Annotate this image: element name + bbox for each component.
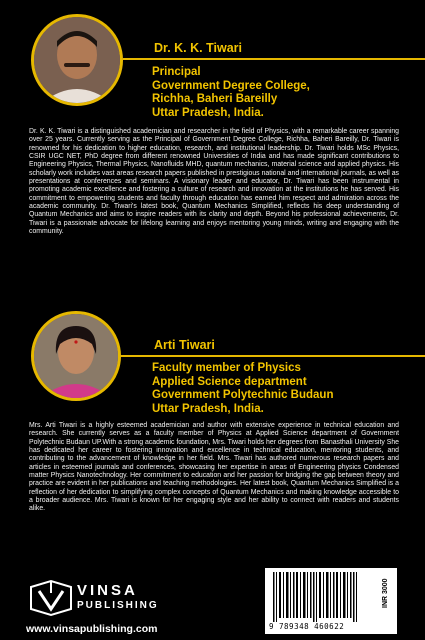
author1-title-line: Principal [152, 66, 201, 78]
author1-title-line: Government Degree College, [152, 79, 310, 92]
publisher-website: www.vinsapublishing.com [26, 623, 158, 635]
author2-divider [121, 355, 425, 357]
author1-title-line: Uttar Pradesh, India. [152, 106, 264, 119]
author1-title-line: Richha, Baheri Bareilly [152, 93, 278, 105]
author2-name: Arti Tiwari [154, 338, 215, 352]
author2-photo [31, 311, 121, 401]
price-label: INR 3000 [382, 578, 389, 608]
author2-bio: Mrs. Arti Tiwari is a highly esteemed academician and author with extensive experience in technical education and research. She currently serves as a faculty member of Physics at Applied Science department of Government Polytechnic Budaun UP.With a strong academic foundation, Mrs. Tiwari holds her degrees from Banasthali University She has dedicated her career to fostering innovation and excellence in technical education, mentoring students, and contributing to the advancement of knowledge in her field. Mrs. Tiwari has authored numerous research papers and articles in esteemed journals and conferences, showcasing her expertise in areas of Engineering physics Condensed matter Physics Nanotechnology. Her commitment to education and her passion for bridging the gap between theory and practice are evident in her publications and teaching methodologies. Her latest book, Quantum Mechanics Simplified is a reflection of her dedication to simplifying complex concepts of Quantum Mechanics and making knowledge accessible to a broader audience. Mrs. Tiwari is known for her engaging style and her ability to connect with readers and students alike. [29, 422, 399, 513]
author1-photo [31, 14, 123, 106]
author1-divider [123, 58, 425, 60]
isbn-number: 9 789348 460622 [269, 622, 345, 631]
author1-name: Dr. K. K. Tiwari [154, 41, 242, 55]
author2-title-line: Uttar Pradesh, India. [152, 402, 264, 415]
author2-titles [152, 362, 333, 416]
publisher-logo-name: VINSA [77, 582, 138, 599]
publisher-logo-icon [29, 579, 73, 617]
author1-bio: Dr. K. K. Tiwari is a distinguished academician and researcher in the field of Physics, with a remarkable career spanning over 25 years. Currently serving as the Principal of Government Degree College, Richha, Baheri Bareilly, Dr. Tiwari is renowned for his dedication to higher education, research, and institutional leadership. Dr. Tiwari holds MSc Physics, CSIR UGC NET, PhD degree from different renowned Universities of India and has made significant contributions to Engineering Physics, Thermal Physics, Nanofluids MHD, quantum mechanics, material science and applied physics. His scholarly work includes vast areas research papers published in prestigious national and international journals, as well as presentations at conferences and seminars. A visionary leader and educator, Dr. Tiwari has been instrumental in promoting academic excellence and fostering a culture of research and innovation at the institutions he has served. His commitment to empowering students and faculty through education has earned him respect and admiration across the academic community. Dr. Tiwari's latest book, Quantum Mechanics Simplified, reflects his deep understanding of Quantum Mechanics and aims to inspire readers with its clarity and depth. Beyond his professional achievements, Dr. Tiwari is a passionate advocate for lifelong learning and enjoys mentoring young minds, writing and engaging with the community. [29, 128, 399, 236]
publisher-logo-subtitle: PUBLISHING [77, 600, 159, 611]
author2-title-line: Applied Science department [152, 375, 307, 388]
author2-title-line: Government Polytechnic Budaun [152, 389, 334, 401]
author2-title-line: Faculty member of Physics [152, 362, 301, 374]
author1-titles [152, 66, 310, 120]
